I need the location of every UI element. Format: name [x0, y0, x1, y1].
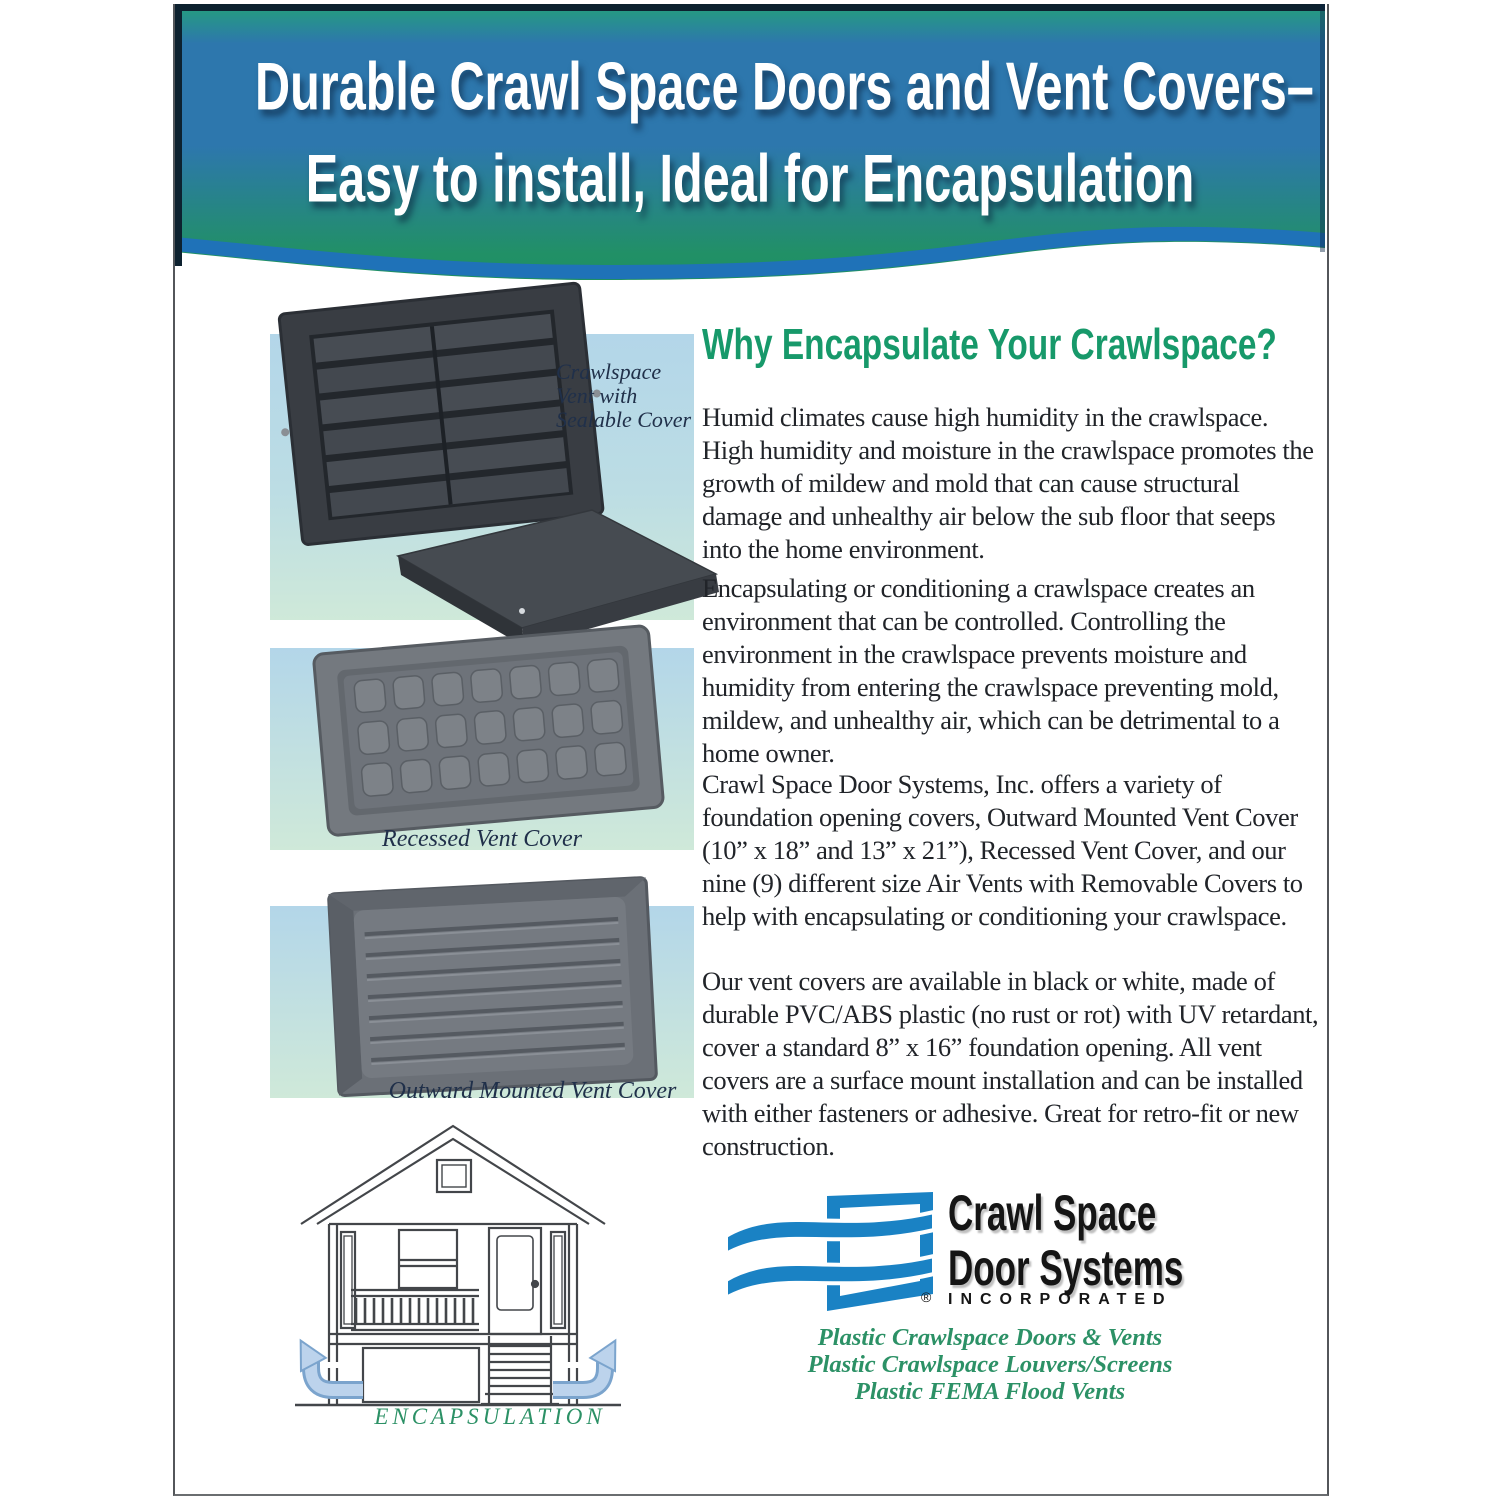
figure-recessed-vent-cover	[270, 638, 710, 860]
figure-outward-mounted-vent-cover	[270, 886, 710, 1112]
logo-company-name	[948, 1186, 1183, 1296]
article-paragraph-4: Our vent covers are available in black or white, made of durable PVC/ABS plastic (no rust or rot) with UV retardant, cover a standard 8” x 16” foundation opening. All vent covers are a surface mount installation and can be installed with either fasteners or adhesive. Great for retro-fit or new construction.	[702, 965, 1319, 1161]
encapsulation-label: ENCAPSULATION	[374, 1404, 606, 1429]
tagline-doors-vents: Plastic Crawlspace Doors & Vents	[817, 1324, 1163, 1351]
article-paragraph-1: Humid climates cause high humidity in the crawlspace. High humidity and moisture in the crawlspace promotes the growth of mildew and mold that can cause structural damage and unhealthy air below the sub floor that seeps into the home environment.	[702, 401, 1314, 564]
flyer-title-line1: Durable Crawl Space Doors and Vent Covers–	[255, 49, 1314, 125]
tagline-fema-flood-vents: Plastic FEMA Flood Vents	[854, 1378, 1126, 1405]
flyer-title-line2: Easy to install, Ideal for Encapsulation	[305, 141, 1195, 217]
encapsulation-diagram	[293, 1122, 623, 1414]
article-heading: Why Encapsulate Your Crawlspace?	[702, 320, 1277, 369]
logo-incorporated: INCORPORATED	[948, 1291, 1173, 1308]
crawlspace-skirting	[363, 1348, 479, 1402]
figure2-caption: Recessed Vent Cover	[382, 826, 582, 852]
figure1-caption-line1: Crawlspace	[556, 359, 662, 384]
stairs	[481, 1336, 559, 1404]
header-left-edge	[175, 4, 182, 266]
figure1-caption-line3: Sealable Cover	[556, 407, 692, 432]
porch-balusters	[356, 1298, 473, 1323]
logo-name-line2: Door Systems	[948, 1240, 1184, 1296]
figure1-caption-line2: Vent with	[556, 383, 638, 408]
product-taglines	[720, 1324, 1260, 1405]
article-paragraph-3: Crawl Space Door Systems, Inc. offers a variety of foundation opening covers, Outward Mounted Vent Cover (10” x 18” and 13” x 21”), Recessed Vent Cover, and our nine (9) different size Air Vents with Removable Covers to help with encapsulating or conditioning your crawlspace.	[702, 768, 1303, 931]
flyer-body	[173, 4, 1329, 1496]
logo-square-frame	[827, 1192, 933, 1311]
article-paragraph-2: Encapsulating or conditioning a crawlspace creates an environment that can be controlled. Controlling the environment in the crawlspace prevents moisture and humidity from entering the crawlspace preventing mold, mildew, and unhealthy air, which can be detrimental to a home owner.	[702, 572, 1280, 768]
header-banner	[175, 4, 1325, 288]
airflow-arrow-left-icon	[288, 1334, 363, 1390]
registered-trademark-icon: ®	[921, 1289, 932, 1305]
house-line-drawing	[293, 1122, 623, 1414]
recessed-panel-icon	[313, 625, 664, 836]
airflow-arrow-right-icon	[553, 1334, 628, 1390]
waves-square-logo-icon	[720, 1182, 950, 1316]
crawlspace-vent-illustration	[270, 298, 710, 642]
house-outline	[295, 1126, 621, 1405]
ribbed-panel-icon	[328, 877, 656, 1095]
figure-crawlspace-vent-sealable-cover	[270, 298, 710, 642]
figure3-caption: Outward Mounted Vent Cover	[388, 1078, 677, 1104]
logo-name-line1: Crawl Space	[948, 1185, 1157, 1241]
tagline-louvers-screens: Plastic Crawlspace Louvers/Screens	[807, 1351, 1173, 1378]
header-right-edge	[1320, 4, 1325, 252]
figure1-caption	[556, 360, 691, 432]
company-logo	[720, 1182, 1300, 1327]
header-top-edge	[175, 4, 1325, 11]
